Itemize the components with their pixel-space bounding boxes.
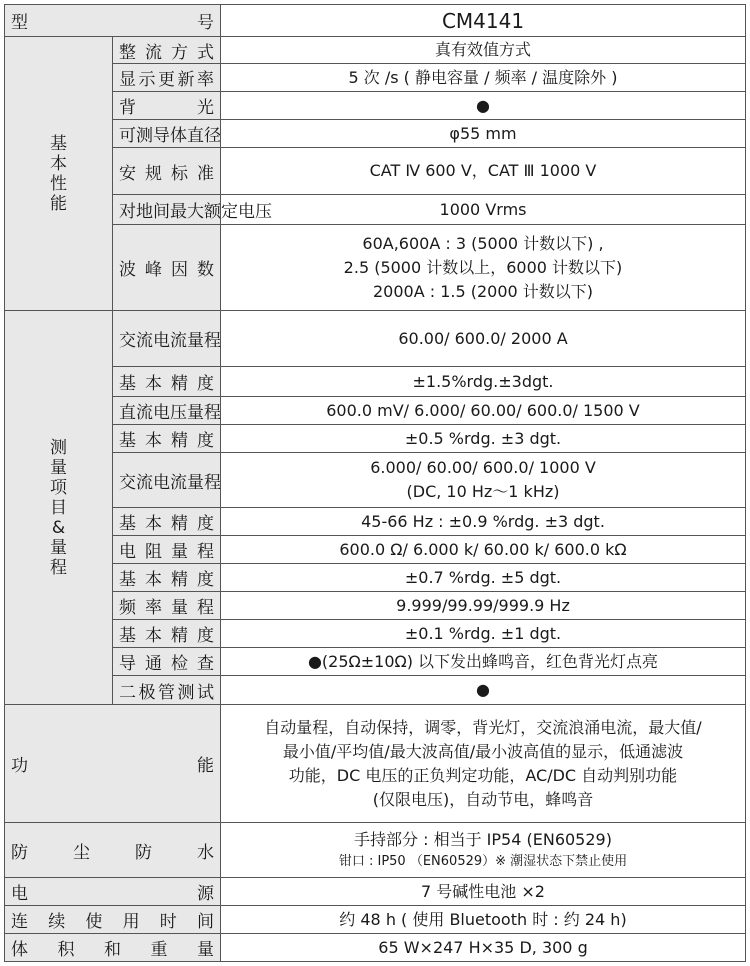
row-label [113,425,221,453]
row-label [113,397,221,425]
row-value: 7 号碱性电池 ×2 [221,878,746,906]
label-char: 新 [177,70,195,90]
label-char: 基 [119,626,136,646]
row-label [113,64,221,92]
label-char: 流 [136,403,153,423]
label-char: 程 [204,472,221,493]
label-char: 水 [197,842,214,863]
row-label [113,311,221,367]
table-row [5,934,746,962]
label-char: 度 [197,374,214,394]
label-char: 式 [197,42,214,63]
row-value: 45-66 Hz : ±0.9 %rdg. ±3 dgt. [221,508,746,536]
row-label [113,367,221,397]
label-char: 本 [145,374,162,394]
label-char: 地 [136,202,153,222]
label-char: 程 [197,598,214,618]
table-row [5,225,746,311]
label-char: 使 [85,912,103,932]
label-char: 本 [145,514,162,534]
label-char: 安 [119,163,136,184]
section-basic-title: 基本性能 [50,133,67,214]
row-value: 600.0 mV/ 6.000/ 60.00/ 600.0/ 1500 V [221,397,746,425]
label-char: 程 [204,331,221,351]
row-value: ±0.1 %rdg. ±1 dgt. [221,620,746,648]
label-char: 交 [119,472,136,493]
table-row [5,5,746,37]
label-char: 本 [145,570,162,590]
row-value: 600.0 Ω/ 6.000 k/ 60.00 k/ 600.0 kΩ [221,536,746,564]
crest-line: 2000A : 1.5 (2000 计数以下) [372,281,594,301]
label-char: 规 [145,163,162,184]
label-char: 电 [153,331,170,351]
label-char: 度 [197,514,214,534]
label-char: 能 [197,756,214,776]
row-value: CAT Ⅳ 600 V，CAT Ⅲ 1000 V [221,148,746,195]
table-row [5,453,746,508]
label-char: 基 [119,431,136,451]
label-char: 率 [145,598,162,618]
row-value: 5 次 /s ( 静电容量 / 频率 / 温度除外 ) [221,64,746,92]
row-label [5,934,221,962]
label-char: 标 [171,163,188,184]
spec-table [4,4,746,962]
label-char: 检 [171,654,188,674]
label-char: 对 [119,202,136,222]
diode-dot-icon: ● [221,676,746,705]
label-char: 查 [197,654,214,674]
label-char: 精 [171,514,188,534]
table-row [5,425,746,453]
label-char: 流 [136,472,153,493]
label-char: 可 [119,126,136,146]
table-row [5,120,746,148]
label-char: 防 [11,842,28,863]
label-char: 精 [171,570,188,590]
label-char: 流 [170,331,187,351]
label-char: 精 [171,626,188,646]
table-row [5,311,746,367]
row-value: φ55 mm [221,120,746,148]
model-label [5,5,221,37]
label-char: 量 [171,542,188,562]
section-measure-title: 测量项目&量程 [50,437,67,578]
model-value: CM4141 [221,5,746,37]
label-char: 流 [136,331,153,351]
row-label [113,508,221,536]
label-char: 最 [170,202,187,222]
label-char: 量 [187,331,204,351]
label-char: 二 [119,682,136,703]
label-char: 大 [187,202,204,222]
row-label [113,148,221,195]
label-char: 电 [238,202,255,222]
row-label [5,878,221,906]
label-char: 直 [119,403,136,423]
table-row [5,620,746,648]
label-char: 间 [196,912,214,932]
label-char: 流 [170,472,187,493]
label-char: 试 [197,682,214,703]
table-row [5,705,746,823]
label-char: 精 [171,374,188,394]
row-label [113,592,221,620]
label-char: 度 [197,431,214,451]
label-char: 准 [197,163,214,184]
row-label [113,92,221,120]
label-char: 体 [170,126,187,146]
label-char: 重 [150,940,168,960]
row-label [113,648,221,676]
label-char: 精 [171,431,188,451]
label-char: 体 [11,940,28,960]
label-char: 额 [204,202,221,222]
label-char: 电 [153,472,170,493]
row-label [113,37,221,64]
crest-line: 60A,600A : 3 (5000 计数以下) , [362,233,604,253]
row-label [5,823,221,878]
label-char: 型 [11,13,28,33]
label-char: 交 [119,331,136,351]
label-char: 管 [158,682,175,703]
row-label [113,620,221,648]
label-char: 本 [145,431,162,451]
label-char: 度 [197,570,214,590]
label-char: 极 [138,682,156,703]
table-row [5,367,746,397]
label-char: 度 [197,626,214,646]
table-row [5,195,746,225]
crest-line: 2.5 (5000 计数以上，6000 计数以下) [343,257,623,277]
row-value: ●(25Ω±10Ω) 以下发出蜂鸣音，红色背光灯点亮 [221,648,746,676]
table-row [5,92,746,120]
model-label-text [11,8,214,33]
table-row [5,508,746,536]
label-char: 连 [11,912,28,932]
label-char: 通 [145,654,162,674]
label-char: 源 [197,884,214,904]
label-char: 电 [11,884,28,904]
label-char: 号 [197,13,214,33]
label-char: 积 [57,940,75,960]
label-char: 显 [119,70,136,90]
dust-value [221,823,746,878]
row-label [113,564,221,592]
row-value: 1000 Vrms [221,195,746,225]
row-value: 65 W×247 H×35 D, 300 g [221,934,746,962]
label-char: 间 [153,202,170,222]
table-row [5,397,746,425]
label-char: 径 [204,126,221,146]
label-char: 波 [119,260,136,280]
table-row [5,592,746,620]
label-char: 率 [197,70,214,90]
label-char: 电 [119,542,136,562]
label-char: 压 [255,202,272,222]
label-char: 导 [119,654,136,674]
label-char: 导 [153,126,170,146]
label-char: 功 [11,756,28,776]
label-char: 光 [197,98,214,118]
functions-line: 自动量程，自动保持，调零，背光灯，交流浪涌电流，最大值/ [264,717,702,737]
label-char: 因 [171,260,188,280]
table-row [5,148,746,195]
table-row [5,37,746,64]
label-char: 量 [197,940,214,960]
label-char: 尘 [73,842,90,863]
label-char: 峰 [145,260,162,280]
label-char: 量 [187,472,204,493]
table-row [5,64,746,92]
label-char: 测 [177,682,195,703]
label-char: 时 [159,912,177,932]
ac-voltage-line: (DC, 10 Hz～1 kHz) [406,482,560,501]
table-row [5,878,746,906]
row-value: 真有效值方式 [221,37,746,64]
backlight-dot-icon: ● [221,92,746,120]
functions-line: (仅限电压)，自动节电，蜂鸣音 [372,789,594,809]
row-label [113,225,221,311]
label-char: 整 [119,42,136,63]
label-char: 程 [197,542,214,562]
label-char: 续 [48,912,66,932]
label-char: 方 [171,42,188,63]
row-value: ±1.5%rdg.±3dgt. [221,367,746,397]
section-basic [5,37,113,311]
label-char: 数 [197,260,214,280]
dust-line: 钳口 : IP50 （EN60529）※ 潮湿状态下禁止使用 [338,854,628,869]
label-char: 更 [158,70,175,90]
crest-value [221,225,746,311]
label-char: 压 [170,403,187,423]
label-char: 频 [119,598,136,618]
label-char: 基 [119,514,136,534]
label-char: 防 [135,842,152,863]
row-label [5,705,221,823]
label-char: 量 [187,403,204,423]
functions-line: 最小值/平均值/最大波高值/最小波高值的显示，低通滤波 [282,741,684,761]
table-row [5,823,746,878]
functions-value [221,705,746,823]
ac-voltage-line: 6.000/ 60.00/ 600.0/ 1000 V [370,458,596,477]
ac-voltage-value [221,453,746,508]
table-row [5,648,746,676]
section-measure [5,311,113,705]
table-row [5,536,746,564]
label-char: 和 [104,940,121,960]
label-char: 本 [145,626,162,646]
row-value: ±0.5 %rdg. ±3 dgt. [221,425,746,453]
label-char: 基 [119,374,136,394]
label-char: 阻 [145,542,162,562]
table-row [5,676,746,705]
row-label [113,195,272,225]
label-char: 流 [145,42,162,63]
label-char: 示 [138,70,156,90]
row-label [5,906,221,934]
label-char: 用 [122,912,140,932]
row-label [113,536,221,564]
label-char: 基 [119,570,136,590]
label-char: 背 [119,98,136,118]
label-char: 测 [136,126,153,146]
row-label [113,676,221,705]
row-value: ±0.7 %rdg. ±5 dgt. [221,564,746,592]
label-char: 程 [204,403,221,423]
label-char: 量 [171,598,188,618]
dust-line: 手持部分 : 相当于 IP54 (EN60529) [354,830,612,849]
label-char: 定 [221,202,238,222]
row-value: 约 48 h ( 使用 Bluetooth 时 : 约 24 h) [221,906,746,934]
row-label [113,453,221,508]
label-char: 电 [153,403,170,423]
table-row [5,564,746,592]
row-label [113,120,221,148]
row-value: 60.00/ 600.0/ 2000 A [221,311,746,367]
row-value: 9.999/99.99/999.9 Hz [221,592,746,620]
functions-line: 功能，DC 电压的正负判定功能，AC/DC 自动判别功能 [288,765,678,785]
label-char: 直 [187,126,204,146]
table-row [5,906,746,934]
